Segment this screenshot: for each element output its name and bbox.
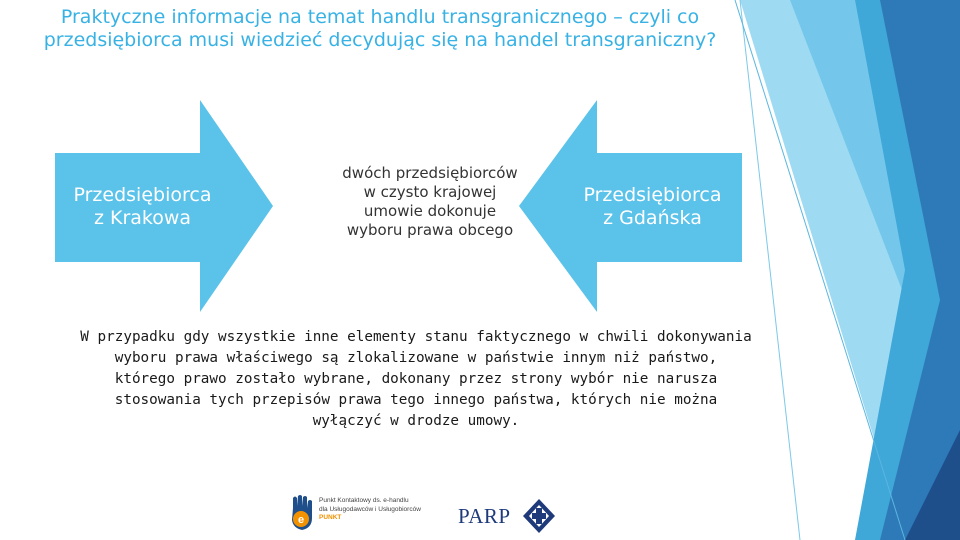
right-arrow-label xyxy=(565,184,740,230)
parp-emblem-icon xyxy=(522,498,556,534)
title-line-1: Praktyczne informacje na temat handlu transgranicznego – czyli co xyxy=(60,6,700,28)
body-line: którego prawo zostało wybrane, dokonany przez strony wybór nie narusza xyxy=(114,371,718,387)
body-line: stosowania tych przepisów prawa tego innego państwa, których nie można xyxy=(114,392,718,408)
punkt-hand-icon xyxy=(287,494,317,534)
left-arrow-label-line-2: z Krakowa xyxy=(93,207,192,229)
left-arrow-label-line-1: Przedsiębiorca xyxy=(73,184,212,206)
right-arrow-label-line-2: z Gdańska xyxy=(603,207,702,229)
parp-wordmark: PARP xyxy=(458,504,511,528)
center-line: wyboru prawa obcego xyxy=(346,221,514,239)
punkt-word: PUNKT xyxy=(319,514,342,521)
body-line: wyłączyć w drodze umowy. xyxy=(312,413,520,429)
svg-text:e: e xyxy=(297,514,305,526)
punkt-line-2: dla Usługodawców i Usługobiorców xyxy=(319,505,421,513)
body-line: wyboru prawa właściwego są zlokalizowane w państwie innym niż państwo, xyxy=(114,350,718,366)
body-line: W przypadku gdy wszystkie inne elementy stanu faktycznego w chwili dokonywania xyxy=(80,329,752,345)
parp-logo xyxy=(458,498,558,534)
slide-title xyxy=(30,6,730,52)
left-arrow-label xyxy=(55,184,230,230)
body-paragraph xyxy=(40,327,792,432)
title-line-2: przedsiębiorca musi wiedzieć decydując się na handel transgraniczny? xyxy=(43,29,717,51)
center-line: dwóch przedsiębiorców xyxy=(342,164,518,182)
right-arrow-label-line-1: Przedsiębiorca xyxy=(583,184,722,206)
punkt-line-1: Punkt Kontaktowy ds. e-handlu xyxy=(319,497,409,504)
center-line: w czysto krajowej xyxy=(363,183,497,201)
center-description xyxy=(285,164,575,240)
punkt-text xyxy=(319,497,421,523)
center-line: umowie dokonuje xyxy=(363,202,497,220)
punkt-kontaktowy-logo xyxy=(287,494,447,534)
